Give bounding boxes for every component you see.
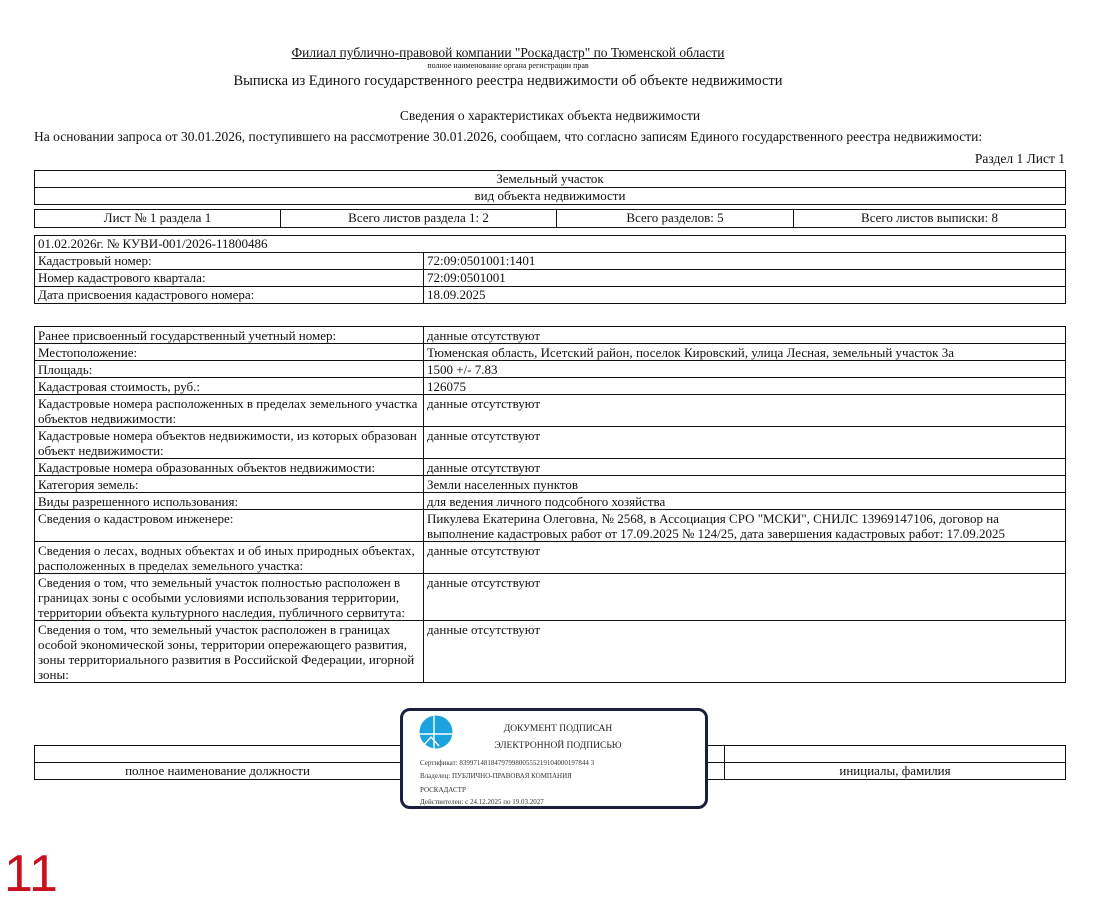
row-value: данные отсутствуют — [424, 621, 1066, 683]
identifiers-table — [34, 235, 1066, 304]
extract-sheets-total: Всего листов выписки: 8 — [794, 210, 1066, 228]
stamp-validity: Действителен: с 24.12.2025 по 19.03.2027 — [420, 798, 544, 806]
sections-total: Всего разделов: 5 — [557, 210, 794, 228]
row-label: Кадастровые номера расположенных в пределах земельного участка объектов недвижимости: — [35, 395, 424, 427]
intro-text: На основании запроса от 30.01.2026, поступившего на рассмотрение 30.01.2026, сообщаем, что согласно записям Единого государственного реестра недвижимости: — [34, 129, 983, 144]
table-row — [35, 493, 1066, 510]
row-label: Ранее присвоенный государственный учетный номер: — [35, 327, 424, 344]
position-caption: полное наименование должности — [35, 763, 401, 780]
object-kind-value: Земельный участок — [35, 171, 1066, 188]
characteristics-table — [34, 326, 1066, 683]
row-label: Категория земель: — [35, 476, 424, 493]
table-row — [35, 361, 1066, 378]
table-row — [35, 510, 1066, 542]
row-label: Дата присвоения кадастрового номера: — [35, 287, 424, 304]
stamp-line-1: ДОКУМЕНТ ПОДПИСАН — [503, 724, 613, 734]
row-label: Кадастровые номера объектов недвижимости, из которых образован объект недвижимости: — [35, 427, 424, 459]
object-kind-caption: вид объекта недвижимости — [35, 188, 1066, 205]
page-number: 11 — [4, 845, 58, 903]
row-value: Земли населенных пунктов — [424, 476, 1066, 493]
row-label: Номер кадастрового квартала: — [35, 270, 424, 287]
table-row — [35, 574, 1066, 621]
row-label: Кадастровая стоимость, руб.: — [35, 378, 424, 395]
table-row — [35, 476, 1066, 493]
row-value: данные отсутствуют — [424, 395, 1066, 427]
organization-name: Филиал публично-правовой компании "Роскадастр" по Тюменской области — [291, 45, 725, 60]
assignment-date: 18.09.2025 — [424, 287, 1066, 304]
table-row — [35, 621, 1066, 683]
row-value: для ведения личного подсобного хозяйства — [424, 493, 1066, 510]
row-label: Сведения о том, что земельный участок расположен в границах особой экономической зоны, территории опережающего развития, зоны территориального развития в Российской Федерации, игорной зоны: — [35, 621, 424, 683]
position-cell — [35, 746, 401, 763]
sheets-table — [34, 209, 1066, 228]
row-value: Пикулева Екатерина Олеговна, № 2568, в Ассоциация СРО "МСКИ", СНИЛС 13969147106, договор на выполнение кадастровых работ от 17.09.2025 № 124/25, дата завершения кадастровых работ: 17.09.2025 — [424, 510, 1066, 542]
row-value: 1500 +/- 7.83 — [424, 361, 1066, 378]
row-label: Площадь: — [35, 361, 424, 378]
row-value: 126075 — [424, 378, 1066, 395]
table-row — [35, 378, 1066, 395]
table-row — [35, 344, 1066, 361]
stamp-certificate: Сертификат: 8399714818479799800555219104000197844 3 — [420, 759, 595, 767]
row-label: Сведения о том, что земельный участок полностью расположен в границах зоны с особыми условиями использования территории, территории объекта культурного наследия, публичного сервитута: — [35, 574, 424, 621]
table-row — [35, 253, 1066, 270]
object-kind-table — [34, 170, 1066, 205]
row-value: данные отсутствуют — [424, 459, 1066, 476]
electronic-signature-stamp — [400, 708, 708, 809]
row-label: Местоположение: — [35, 344, 424, 361]
cadastral-quarter: 72:09:0501001 — [424, 270, 1066, 287]
document-title: Выписка из Единого государственного реестра недвижимости об объекте недвижимости — [233, 73, 783, 89]
table-row — [35, 459, 1066, 476]
row-label: Сведения о кадастровом инженере: — [35, 510, 424, 542]
row-label: Кадастровый номер: — [35, 253, 424, 270]
row-value: данные отсутствуют — [424, 327, 1066, 344]
stamp-owner-name: РОСКАДАСТР — [420, 786, 466, 794]
section-title: Сведения о характеристиках объекта недвижимости — [399, 108, 701, 123]
stamp-owner: Владелец: ПУБЛИЧНО-ПРАВОВАЯ КОМПАНИЯ — [420, 772, 572, 780]
sheet-number: Лист № 1 раздела 1 — [35, 210, 281, 228]
organization-caption: полное наименование органа регистрации прав — [427, 61, 589, 70]
sheet-reference: Раздел 1 Лист 1 — [974, 151, 1065, 166]
row-label: Кадастровые номера образованных объектов недвижимости: — [35, 459, 424, 476]
roskadastr-logo-icon — [419, 715, 453, 749]
name-cell — [725, 746, 1066, 763]
row-value: данные отсутствуют — [424, 542, 1066, 574]
row-value: Тюменская область, Исетский район, поселок Кировский, улица Лесная, земельный участок 3а — [424, 344, 1066, 361]
row-value: данные отсутствуют — [424, 574, 1066, 621]
table-row — [35, 287, 1066, 304]
table-row — [35, 327, 1066, 344]
section-sheets-total: Всего листов раздела 1: 2 — [281, 210, 557, 228]
row-label: Сведения о лесах, водных объектах и об иных природных объектах, расположенных в пределах земельного участка: — [35, 542, 424, 574]
table-row — [35, 542, 1066, 574]
cadastral-number: 72:09:0501001:1401 — [424, 253, 1066, 270]
table-row — [35, 270, 1066, 287]
table-row — [35, 427, 1066, 459]
name-caption: инициалы, фамилия — [725, 763, 1066, 780]
document-id: 01.02.2026г. № КУВИ-001/2026-11800486 — [35, 236, 1066, 253]
row-label: Виды разрешенного использования: — [35, 493, 424, 510]
stamp-line-2: ЭЛЕКТРОННОЙ ПОДПИСЬЮ — [494, 741, 622, 751]
table-row — [35, 395, 1066, 427]
row-value: данные отсутствуют — [424, 427, 1066, 459]
